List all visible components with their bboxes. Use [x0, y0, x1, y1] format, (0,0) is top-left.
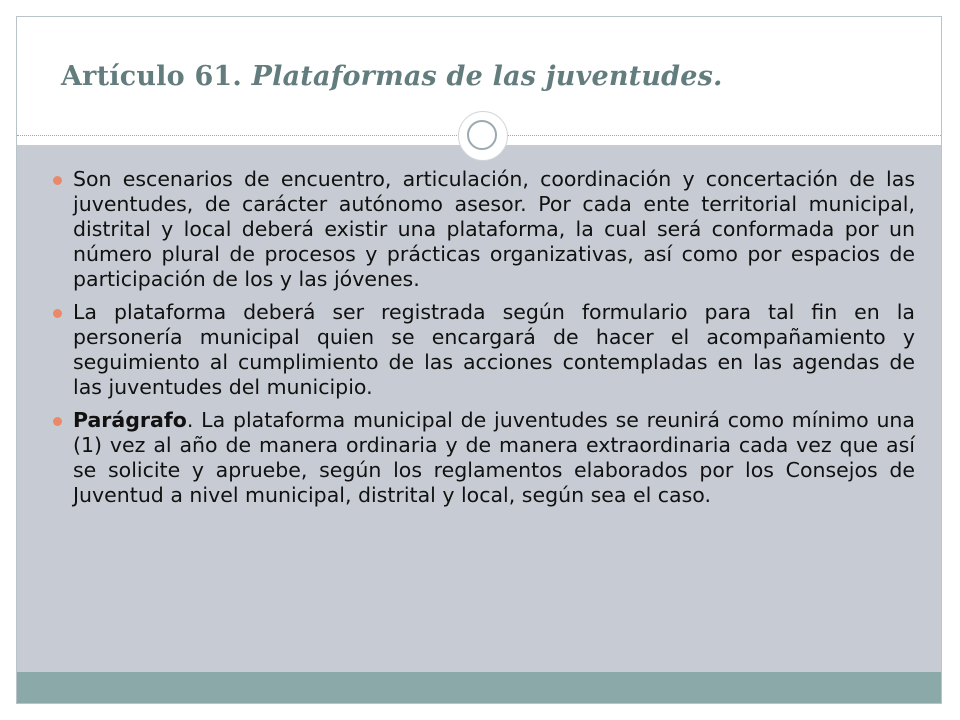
bullet-list — [53, 167, 915, 516]
bullet-text: La plataforma deberá ser registrada según formulario para tal fin en la personería municipal quien se encargará de hacer el acompañamiento y seguimiento al cumplimiento de las acciones contempladas en las agendas de las juventudes del municipio. — [73, 300, 915, 399]
slide — [16, 16, 942, 704]
circle-ornament-icon — [458, 111, 508, 161]
title-italic-text: Plataformas de las juventudes. — [251, 61, 723, 92]
footer-band — [17, 672, 941, 704]
title-article-number: Artículo 61. — [61, 61, 243, 92]
bullet-text: Son escenarios de encuentro, articulación, coordinación y concertación de las juventudes, de carácter autónomo asesor. Por cada ente territorial municipal, distrital y local deberá existir una plataforma, la cual será conformada por un número plural de procesos y prácticas organizativas, así como por espacios de participación de los y las jóvenes. — [73, 167, 915, 291]
slide-title — [61, 61, 723, 92]
bullet-item-2 — [53, 300, 915, 400]
bullet-dot-icon — [53, 417, 62, 426]
bullet-item-1 — [53, 167, 915, 292]
bullet-text: . La plataforma municipal de juventudes se reunirá como mínimo una (1) vez al año de manera ordinaria y de manera extraordinaria cada vez que así se solicite y apruebe, según los reglamentos elaborados por los Consejos de Juventud a nivel municipal, distrital y local, según sea el caso. — [73, 408, 915, 507]
paragrafo-label: Parágrafo — [73, 408, 187, 432]
bullet-dot-icon — [53, 176, 62, 185]
bullet-item-3 — [53, 408, 915, 508]
bullet-dot-icon — [53, 309, 62, 318]
